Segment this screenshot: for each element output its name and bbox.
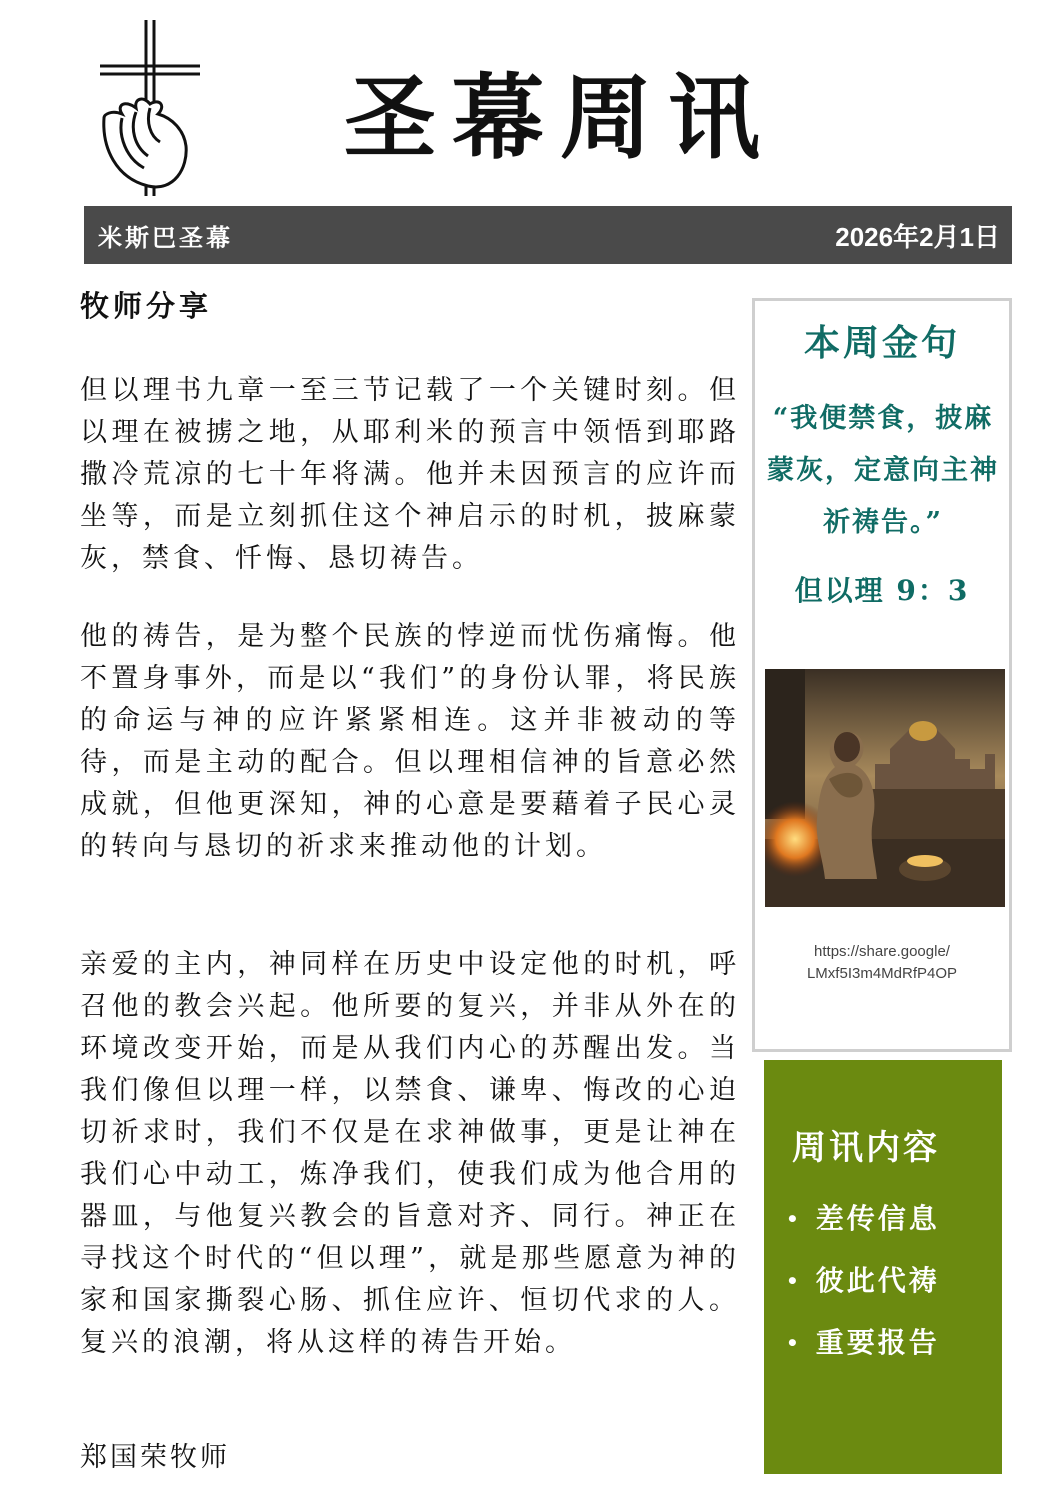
newsletter-contents-box <box>764 1060 1002 1474</box>
contents-item <box>786 1312 940 1374</box>
weekly-verse-box <box>752 298 1012 1052</box>
newsletter-title: 圣幕周讯 <box>343 64 776 172</box>
issue-date: 2026年2月1日 <box>835 221 1000 252</box>
contents-item-label: 彼此代祷 <box>815 1264 940 1297</box>
verse-reference: 但以理 9：3 <box>794 574 970 607</box>
contents-list <box>786 1188 940 1374</box>
header-bar <box>84 206 1012 264</box>
article-paragraph: 亲爱的主内，神同样在历史中设定他的时机，呼召他的教会兴起。他所要的复兴，并非从外在的环境改变开始，而是从我们内心的苏醒出发。当我们像但以理一样，以禁食、谦卑、悔改的心迫切祈求时，我们不仅是在求神做事，更是让神在我们心中动工，炼净我们，使我们成为他合用的器皿，与他复兴教会的旨意对齐、同行。神正在寻找这个时代的“但以理”，就是那些愿意为神的家和国家撕裂心肠、抓住应许、恒切代求的人。复兴的浪潮，将从这样的祷告开始。 <box>80 949 740 1358</box>
contents-item-label: 重要报告 <box>815 1326 940 1359</box>
article-paragraph: 他的祷告，是为整个民族的悖逆而忧伤痛悔。他不置身事外，而是以“我们”的身份认罪，将民族的命运与神的应许紧紧相连。这并非被动的等待，而是主动的配合。但以理相信神的旨意必然成就，但他更深知，神的心意是要藉着子民心灵的转向与恳切的祈求来推动他的计划。 <box>80 621 740 862</box>
verse-title: 本周金句 <box>803 322 960 364</box>
bullet-icon: • <box>786 1331 802 1355</box>
church-name: 米斯巴圣幕 <box>98 222 233 252</box>
pastor-article <box>80 286 740 1473</box>
image-source-url <box>755 941 1009 985</box>
contents-title: 周讯内容 <box>792 1128 940 1168</box>
praying-man-image <box>765 669 1005 907</box>
contents-item-label: 差传信息 <box>815 1202 940 1235</box>
contents-item <box>786 1250 940 1312</box>
contents-item <box>786 1188 940 1250</box>
verse-text: “我便禁食，披麻蒙灰，定意向主神祈祷告。” <box>767 403 999 538</box>
image-url-line1: https://share.google/ <box>814 943 950 960</box>
article-paragraph: 但以理书九章一至三节记载了一个关键时刻。但以理在被掳之地，从耶利米的预言中领悟到耶路撒冷荒凉的七十年将满。他并未因预言的应许而坐等，而是立刻抓住这个神启示的时机，披麻蒙灰，禁食、忏悔、恳切祷告。 <box>80 375 740 574</box>
article-heading: 牧师分享 <box>80 289 213 323</box>
article-signature: 郑国荣牧师 <box>80 1442 230 1473</box>
bullet-icon: • <box>786 1207 802 1231</box>
bullet-icon: • <box>786 1269 802 1293</box>
church-logo <box>96 18 206 198</box>
image-url-line2: LMxf5I3m4MdRfP4OP <box>806 965 958 982</box>
